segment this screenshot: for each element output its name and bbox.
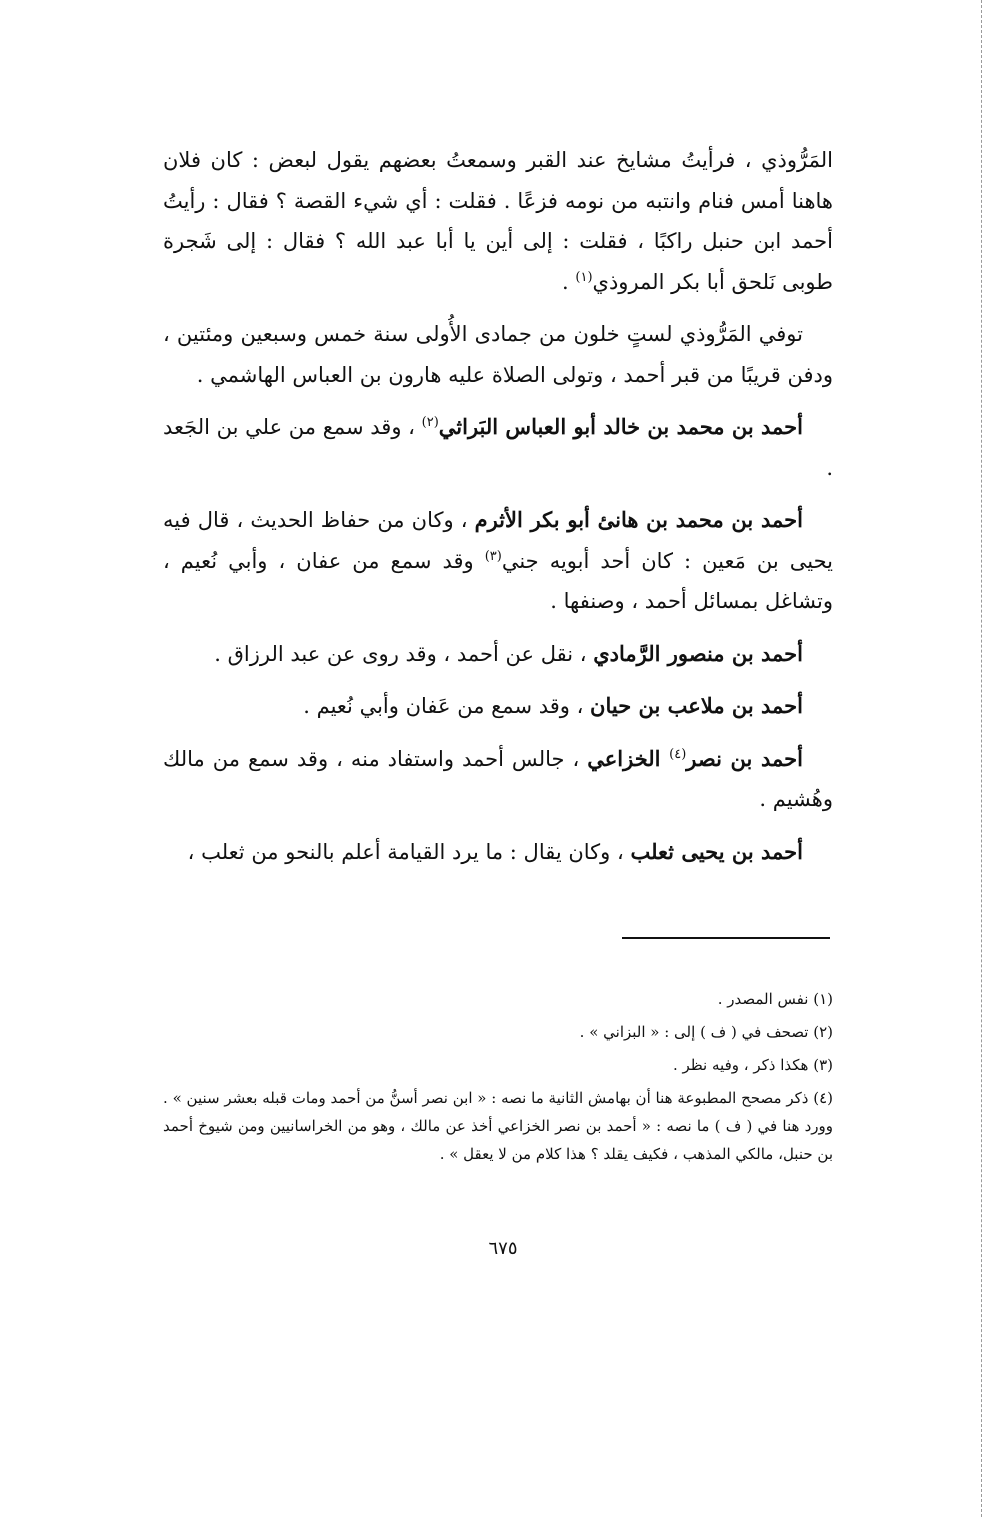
footnote-3: (٣) هكذا ذكر ، وفيه نظر . — [672, 1056, 833, 1074]
entry-thalab: أحمد بن يحيى ثعلب ، وكان يقال : ما يرد القيامة أعلم بالنحو من ثعلب ، — [187, 838, 803, 864]
entry-name: أحمد بن نصر — [686, 745, 803, 771]
footnote-ref-3: (٣) — [484, 548, 502, 564]
page-number: ٦٧٥ — [488, 1238, 518, 1259]
footnote-ref-1: (١) — [575, 269, 593, 285]
paragraph-1: المَرُّوذي ، فرأيتُ مشايخ عند القبر وسمعتُ بعضهم يقول لبعض : كان فلان هاهنا أمس فنام وانتبه من نومه فزعًا . فقلت : أي شيء القصة ؟ فقال : رأيتُ أحمد ابن حنبل راكبًا ، فقلت : إلى أين يا أبا عبد الله ؟ فقال : إلى شَجرة طوبى نَلحق أبا بكر المروذي$^{(١)}$ . — [163, 148, 833, 294]
entry-name: أحمد بن يحيى ثعلب — [630, 838, 803, 864]
paragraph-2: توفي المَرُّوذي لستٍ خلون من جمادى الأُولى سنة خمس وسبعين ومئتين ، ودفن قريبًا من قبر أحمد ، وتولى الصلاة عليه هارون بن العباس الهاشمي . — [163, 322, 833, 387]
entry-al-khuzai: أحمد بن نصر$^{(٤)}$ الخزاعي ، جالس أحمد واستفاد منه ، وقد سمع من مالك وهُشيم . — [163, 745, 833, 811]
footnote-ref-4: (٤) — [669, 746, 687, 762]
footnote-1: (١) نفس المصدر . — [717, 990, 833, 1008]
entry-name: أحمد بن محمد بن خالد أبو العباس البَراثي — [438, 414, 803, 439]
entry-name: أحمد بن ملاعب بن حيان — [590, 693, 803, 718]
footnote-2: (٢) تصحف في ( ف ) إلى : « البزاني » . — [579, 1023, 833, 1041]
entry-ibn-mulaib: أحمد بن ملاعب بن حيان ، وقد سمع من عَفان وأبي نُعيم . — [303, 693, 803, 718]
entry-al-athram: أحمد بن محمد بن هانئ أبو بكر الأثرم ، وكان من حفاظ الحديث ، قال فيه يحيى بن مَعين : كان أحد أبويه جني$^{(٣)}$ وقد سمع من عفان ، وأبي نُعيم ، وتشاغل بمسائل أحمد ، وصنفها . — [163, 507, 833, 613]
entry-al-barathi: أحمد بن محمد بن خالد أبو العباس البَراثي$^{(٢)}$ ، وقد سمع من علي بن الجَعد . — [163, 414, 833, 480]
entry-al-ramadi: أحمد بن منصور الرَّمادي ، نقل عن أحمد ، وقد روى عن عبد الرزاق . — [214, 640, 803, 666]
footnote-separator — [622, 937, 830, 939]
footnote-ref-2: (٢) — [421, 415, 439, 430]
footnote-4: (٤) ذكر مصحح المطبوعة هنا أن بهامش الثانية ما نصه : « ابن نصر أسنُّ من أحمد ومات قبله بعشر سنين » . وورد هنا في ( ف ) ما نصه : « أحمد بن نصر الخزاعي أخذ عن مالك ، وهو من الخراسانيين ومن شيوخ أحمد بن حنبل، مالكي المذهب ، فكيف يقلد ؟ هذا كلام من لا يعقل » . — [163, 1089, 833, 1163]
entry-name-part: الخزاعي — [587, 745, 670, 771]
entry-name: أحمد بن محمد بن هانئ أبو بكر الأثرم — [474, 507, 803, 532]
main-text — [163, 140, 833, 884]
footnotes — [163, 985, 833, 1173]
entry-name: أحمد بن منصور الرَّمادي — [593, 640, 803, 666]
scan-edge-line — [981, 0, 982, 1517]
